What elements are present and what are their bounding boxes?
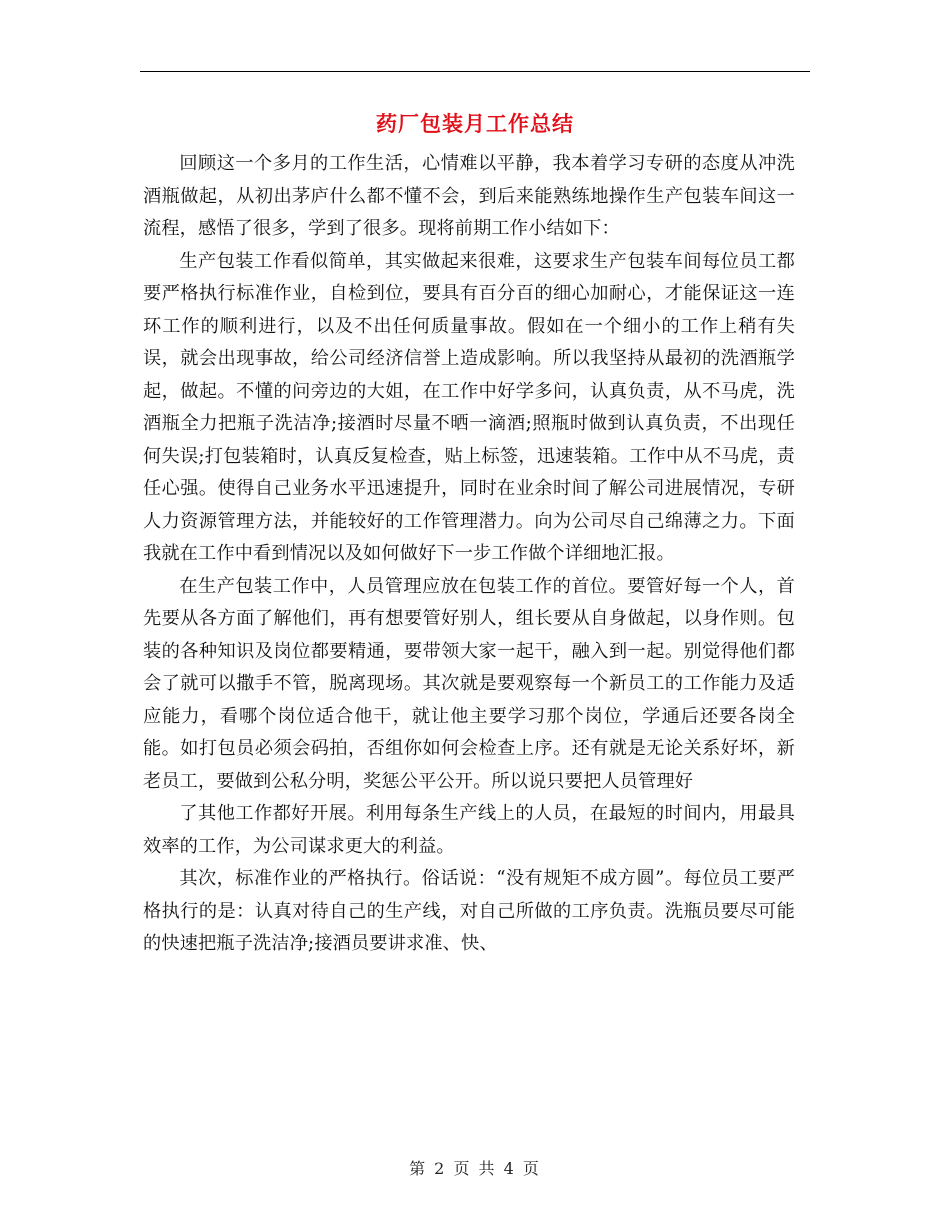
paragraph: 了其他工作都好开展。利用每条生产线上的人员，在最短的时间内，用最具效率的工作，为公司谋求更大的利益。 [143,803,795,857]
paragraph: 生产包装工作看似简单，其实做起来很难，这要求生产包装车间每位员工都要严格执行标准作业，自检到位，要具有百分百的细心加耐心，才能保证这一连环工作的顺利进行，以及不出任何质量事故。假如在一个细小的工作上稍有失误，就会出现事故，给公司经济信誉上造成影响。所以我坚持从最初的洗酒瓶学起，做起。不懂的问旁边的大姐，在工作中好学多问，认真负责，从不马虎，洗酒瓶全力把瓶子洗洁净;接酒时尽量不晒一滴酒;照瓶时做到认真负责，不出现任何失误;打包装箱时，认真反复检查，贴上标签，迅速装箱。工作中从不马虎，责任心强。使得自己业务水平迅速提升，同时在业余时间了解公司进展情况，专研人力资源管理方法，并能较好的工作管理潜力。向为公司尽自己绵薄之力。下面我就在工作中看到情况以及如何做好下一步工作做个详细地汇报。 [143,250,795,564]
document-title: 药厂包装月工作总结 [376,112,574,136]
document-body [143,148,795,961]
paragraph: 在生产包装工作中，人员管理应放在包装工作的首位。要管好每一个人，首先要从各方面了解他们，再有想要管好别人，组长要从自身做起，以身作则。包装的各种知识及岗位都要精通，要带领大家一起干，融入到一起。别觉得他们都会了就可以撒手不管，脱离现场。其次就是要观察每一个新员工的工作能力及适应能力，看哪个岗位适合他干，就让他主要学习那个岗位，学通后还要各岗全能。如打包员必须会码拍，否组你如何会检查上序。还有就是无论关系好坏，新老员工，要做到公私分明，奖惩公平公开。所以说只要把人员管理好 [143,575,795,792]
paragraph: 回顾这一个多月的工作生活，心情难以平静，我本着学习专研的态度从冲洗酒瓶做起，从初出茅庐什么都不懂不会，到后来能熟练地操作生产包装车间这一流程，感悟了很多，学到了很多。现将前期工作小结如下： [143,153,795,239]
paragraph: 其次，标准作业的严格执行。俗话说：“没有规矩不成方圆”。每位员工要严格执行的是：认真对待自己的生产线，对自己所做的工序负责。洗瓶员要尽可能的快速把瓶子洗洁净;接酒员要讲求准、快、 [143,868,795,954]
page-number-footer: 第 2 页 共 4 页 [409,1159,541,1178]
header-rule [140,71,810,72]
